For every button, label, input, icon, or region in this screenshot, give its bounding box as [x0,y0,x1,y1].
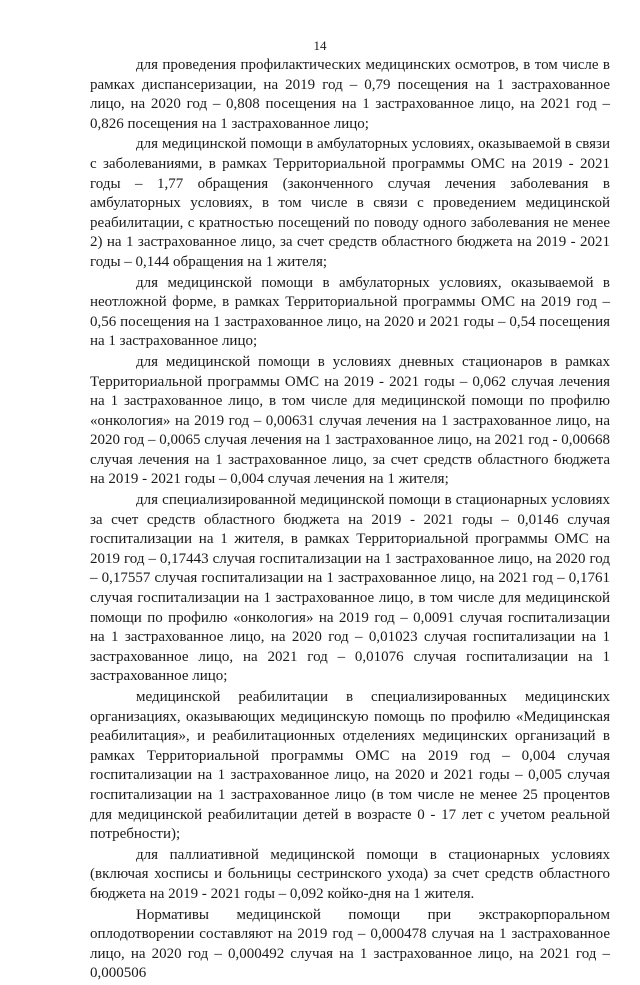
paragraph-palliative: для паллиативной медицинской помощи в стационарных условиях (включая хосписы и больницы сестринского ухода) за счет средств областного бюджета на 2019 - 2021 годы – 0,092 койко-дня на 1 жителя. [90,846,610,902]
page-number: 14 [313,38,327,53]
paragraph-day-hospital: для медицинской помощи в условиях дневных стационаров в рамках Территориальной программы ОМС на 2019 - 2021 годы – 0,062 случая лечения на 1 застрахованное лицо, в том числе для медицинской помощи по профилю «онкология» на 2019 год – 0,00631 случая лечения на 1 застрахованное лицо, на 2020 год – 0,0065 случая лечения на 1 застрахованное лицо, на 2021 год - 0,00668 случая лечения на 1 застрахованное лицо, за счет средств областного бюджета на 2019 - 2021 годы – 0,004 случая лечения на 1 жителя; [90,353,610,488]
paragraph-outpatient-diseases: для медицинской помощи в амбулаторных условиях, оказываемой в связи с заболеваниями, в рамках Территориальной программы ОМС на 2019 - 2021 годы – 1,77 обращения (законченного случая лечения заболевания в амбулаторных условиях, в том числе в связи с проведением медицинской реабилитации, с кратностью посещений по поводу одного заболевания не менее 2) на 1 застрахованное лицо, за счет средств областного бюджета на 2019 - 2021 годы – 0,144 обращения на 1 жителя; [90,136,610,270]
paragraph-ivf: Нормативы медицинской помощи при экстракорпоральном оплодотворении составляют на 2019 год – 0,000478 случая на 1 застрахованное лицо, на 2020 год – 0,000492 случая на 1 застрахованное лицо, на 2021 год – 0,000506 [90,906,610,982]
paragraph-specialized-inpatient: для специализированной медицинской помощи в стационарных условиях за счет средств областного бюджета на 2019 - 2021 годы – 0,0146 случая госпитализации на 1 жителя, в рамках Территориальной программы ОМС на 2019 год – 0,17443 случая госпитализации на 1 застрахованное лицо, на 2020 год – 0,17557 случая госпитализации на 1 застрахованное лицо, на 2021 год – 0,1761 случая госпитализации на 1 застрахованное лицо, в том числе для медицинской помощи по профилю «онкология» на 2019 год – 0,0091 случая госпитализации на 1 застрахованное лицо, на 2020 год – 0,01023 случая госпитализации на 1 застрахованное лицо, на 2021 год – 0,01076 случая госпитализации на 1 застрахованное лицо; [90,492,610,685]
paragraph-rehabilitation: медицинской реабилитации в специализированных медицинских организациях, оказывающих медицинскую помощь по профилю «Медицинская реабилитация», и реабилитационных отделениях медицинских организаций в рамках Территориальной программы ОМС на 2019 год – 0,004 случая госпитализации на 1 застрахованное лицо, на 2020 и 2021 годы – 0,005 случая госпитализации на 1 застрахованное лицо (в том числе не менее 25 процентов для медицинской реабилитации детей в возрасте 0 - 17 лет с учетом реальной потребности); [90,689,610,843]
paragraph-preventive-exams: для проведения профилактических медицинских осмотров, в том числе в рамках диспансеризации, на 2019 год – 0,79 посещения на 1 застрахованное лицо, на 2020 год – 0,808 посещения на 1 застрахованное лицо, на 2021 год – 0,826 посещения на 1 застрахованное лицо; [90,57,610,132]
document-body [90,56,610,985]
paragraph-outpatient-emergency: для медицинской помощи в амбулаторных условиях, оказываемой в неотложной форме, в рамках Территориальной программы ОМС на 2019 год – 0,56 посещения на 1 застрахованное лицо, на 2020 и 2021 годы – 0,54 посещения на 1 застрахованное лицо; [90,274,610,350]
